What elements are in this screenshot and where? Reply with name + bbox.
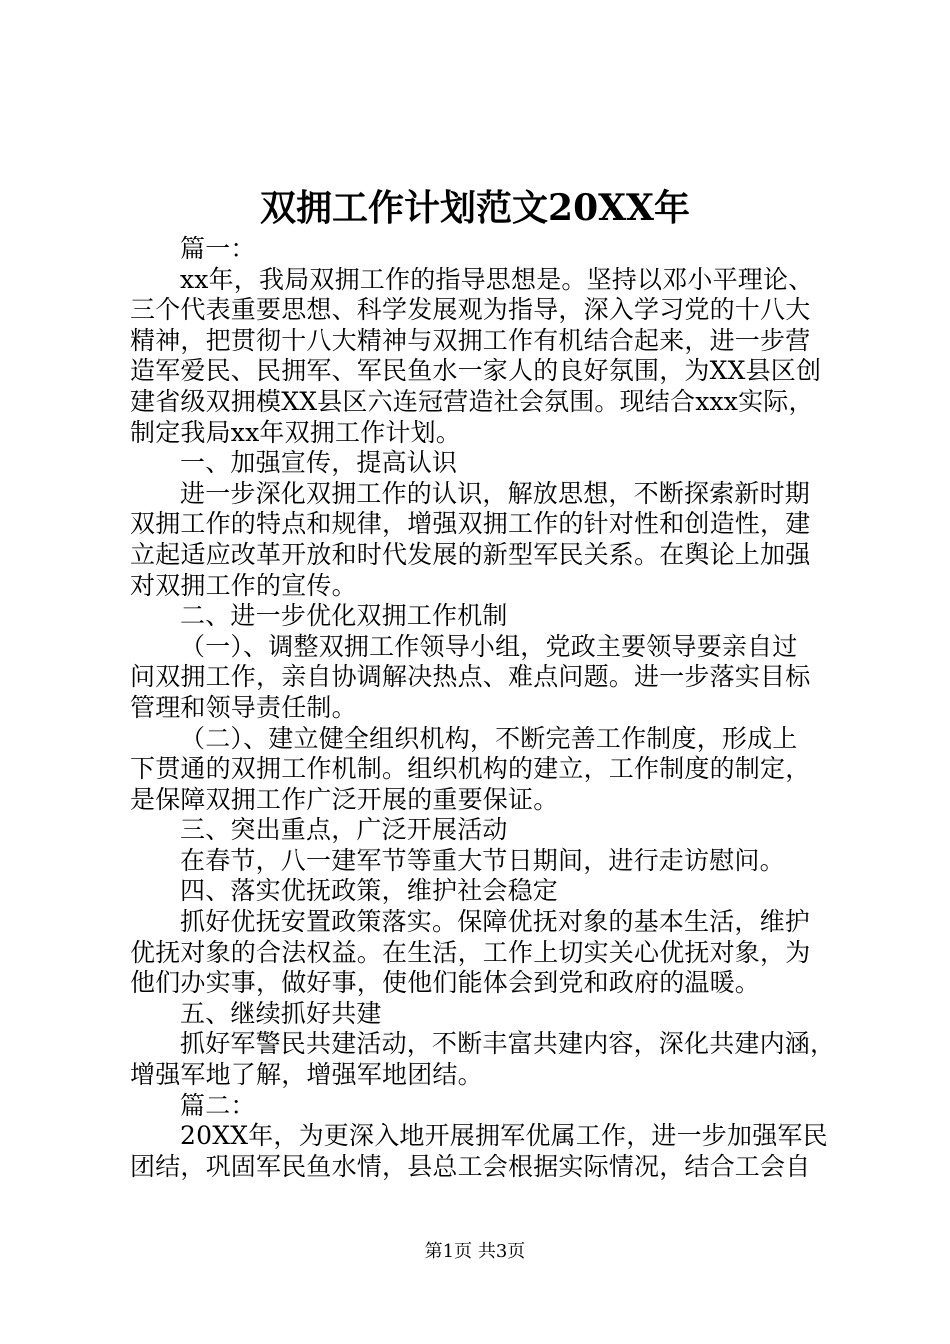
text-line: 抓好优抚安置政策落实。保障优抚对象的基本生活，维护 <box>180 907 811 937</box>
text-line: 团结，巩固军民鱼水情，县总工会根据实际情况，结合工会自 <box>130 1151 811 1181</box>
text-line: 造军爱民、民拥军、军民鱼水一家人的良好氛围，为XX县区创 <box>130 356 822 386</box>
section-heading: 三、突出重点，广泛开展活动 <box>180 815 508 845</box>
document-title: 双拥工作计划范文20XX年 <box>260 187 690 229</box>
text-line: 篇二： <box>180 1090 256 1120</box>
text-line: 下贯通的双拥工作机制。组织机构的建立，工作制度的制定， <box>130 754 811 784</box>
text-line: xx年，我局双拥工作的指导思想是。坚持以邓小平理论、 <box>180 264 814 294</box>
text-line: （一）、调整双拥工作领导小组，党政主要领导要亲自过 <box>180 631 798 661</box>
text-line: 篇一： <box>180 234 256 263</box>
text-line: 问双拥工作，亲自协调解决热点、难点问题。进一步落实目标 <box>130 662 811 692</box>
text-line: 在春节，八一建军节等重大节日期间，进行走访慰问。 <box>180 845 785 875</box>
section-heading: 五、继续抓好共建 <box>180 998 382 1028</box>
text-line: 对双拥工作的宣传。 <box>130 570 357 600</box>
document-body <box>130 234 836 1182</box>
text-line: 优抚对象的合法权益。在生活，工作上切实关心优抚对象，为 <box>130 937 811 967</box>
text-line: 三个代表重要思想、科学发展观为指导，深入学习党的十八大 <box>130 295 811 325</box>
page-footer: 第1页 共3页 <box>424 1241 526 1262</box>
text-line: 精神，把贯彻十八大精神与双拥工作有机结合起来，进一步营 <box>130 325 811 355</box>
text-line: （二）、建立健全组织机构，不断完善工作制度，形成上 <box>180 723 798 753</box>
text-line: 20XX年，为更深入地开展拥军优属工作，进一步加强军民 <box>180 1121 828 1151</box>
text-line: 进一步深化双拥工作的认识，解放思想，不断探索新时期 <box>180 478 811 508</box>
text-line: 建省级双拥模XX县区六连冠营造社会氛围。现结合xxx实际， <box>130 386 814 416</box>
text-line: 制定我局xx年双拥工作计划。 <box>130 417 461 447</box>
text-line: 是保障双拥工作广泛开展的重要保证。 <box>130 784 559 814</box>
text-line: 管理和领导责任制。 <box>130 692 357 722</box>
section-heading: 四、落实优抚政策，维护社会稳定 <box>180 876 559 906</box>
text-line: 他们办实事，做好事，使他们能体会到党和政府的温暖。 <box>130 968 761 998</box>
section-heading: 一、加强宣传，提高认识 <box>180 448 458 478</box>
section-heading: 二、进一步优化双拥工作机制 <box>180 601 508 631</box>
text-line: 增强军地了解，增强军地团结。 <box>130 1060 483 1090</box>
text-line: 双拥工作的特点和规律，增强双拥工作的针对性和创造性，建 <box>130 509 811 539</box>
text-line: 抓好军警民共建活动，不断丰富共建内容，深化共建内涵， <box>180 1029 836 1059</box>
text-line: 立起适应改革开放和时代发展的新型军民关系。在舆论上加强 <box>130 539 811 569</box>
